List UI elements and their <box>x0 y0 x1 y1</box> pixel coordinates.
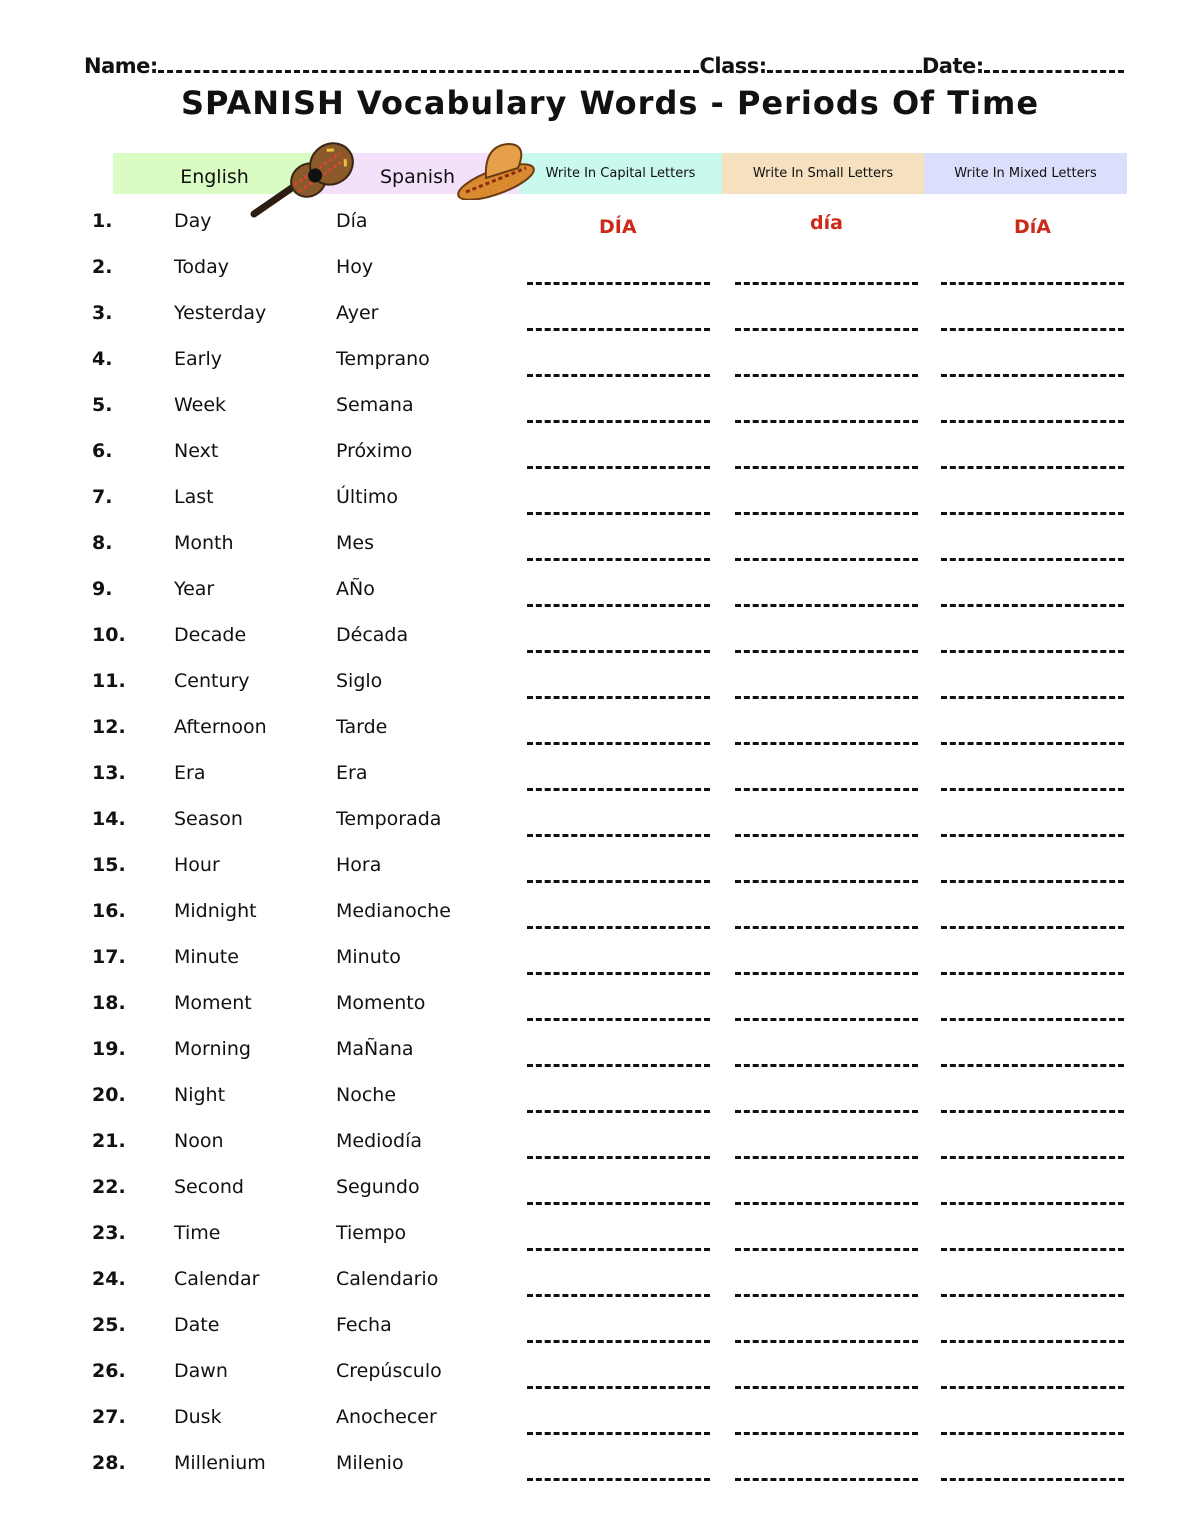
spanish-word: Hora <box>336 854 382 876</box>
small-blank[interactable] <box>735 512 918 515</box>
item-number: 28. <box>92 1452 126 1474</box>
list-item <box>0 486 1187 526</box>
item-number: 18. <box>92 992 126 1014</box>
list-item <box>0 578 1187 618</box>
student-info-line <box>84 46 1124 78</box>
spanish-word: Temprano <box>336 348 430 370</box>
mixed-blank[interactable] <box>941 558 1124 561</box>
spanish-word: Mes <box>336 532 374 554</box>
spanish-word: Hoy <box>336 256 374 278</box>
list-item <box>0 1268 1187 1308</box>
mixed-blank[interactable] <box>941 328 1124 331</box>
list-item <box>0 532 1187 572</box>
small-blank[interactable] <box>735 282 918 285</box>
list-item <box>0 900 1187 940</box>
english-word: Millenium <box>174 1452 266 1474</box>
english-word: Date <box>174 1314 220 1336</box>
mixed-blank[interactable] <box>941 1478 1124 1481</box>
english-word: Afternoon <box>174 716 267 738</box>
english-word: Dusk <box>174 1406 222 1428</box>
item-number: 3. <box>92 302 113 324</box>
capital-blank[interactable] <box>527 1248 710 1251</box>
spanish-word: Década <box>336 624 409 646</box>
english-word: Year <box>174 578 215 600</box>
mixed-blank[interactable] <box>941 1202 1124 1205</box>
capital-blank[interactable] <box>527 420 710 423</box>
english-word: Yesterday <box>174 302 267 324</box>
item-number: 2. <box>92 256 113 278</box>
list-item <box>0 302 1187 342</box>
example-capital: DÍA <box>599 216 637 238</box>
list-item <box>0 624 1187 664</box>
item-number: 19. <box>92 1038 126 1060</box>
date-label: Date: <box>921 54 984 78</box>
list-item <box>0 1176 1187 1216</box>
mixed-blank[interactable] <box>941 512 1124 515</box>
small-blank[interactable] <box>735 788 918 791</box>
english-word: Calendar <box>174 1268 260 1290</box>
spanish-word: Calendario <box>336 1268 439 1290</box>
capital-blank[interactable] <box>527 742 710 745</box>
spanish-word: Próximo <box>336 440 413 462</box>
item-number: 25. <box>92 1314 126 1336</box>
column-header-english: English <box>113 153 316 194</box>
english-word: Week <box>174 394 227 416</box>
small-blank[interactable] <box>735 834 918 837</box>
item-number: 27. <box>92 1406 126 1428</box>
capital-blank[interactable] <box>527 328 710 331</box>
page-title: SPANISH Vocabulary Words - Periods Of Time <box>180 84 1040 122</box>
item-number: 20. <box>92 1084 126 1106</box>
item-number: 26. <box>92 1360 126 1382</box>
english-word: Next <box>174 440 219 462</box>
small-blank[interactable] <box>735 880 918 883</box>
mixed-blank[interactable] <box>941 1386 1124 1389</box>
name-label: Name: <box>84 54 158 78</box>
small-blank[interactable] <box>735 1202 918 1205</box>
class-field[interactable] <box>767 70 922 73</box>
english-word: Early <box>174 348 222 370</box>
date-field[interactable] <box>984 70 1124 73</box>
item-number: 22. <box>92 1176 126 1198</box>
small-blank[interactable] <box>735 1018 918 1021</box>
capital-blank[interactable] <box>527 512 710 515</box>
capital-blank[interactable] <box>527 1156 710 1159</box>
item-number: 14. <box>92 808 126 830</box>
list-item <box>0 1130 1187 1170</box>
item-number: 8. <box>92 532 113 554</box>
capital-blank[interactable] <box>527 696 710 699</box>
spanish-word: Temporada <box>336 808 442 830</box>
spanish-word: Fecha <box>336 1314 392 1336</box>
mixed-blank[interactable] <box>941 1110 1124 1113</box>
column-header-small: Write In Small Letters <box>722 153 924 194</box>
list-item <box>0 1314 1187 1354</box>
mixed-blank[interactable] <box>941 1018 1124 1021</box>
small-blank[interactable] <box>735 926 918 929</box>
item-number: 11. <box>92 670 126 692</box>
item-number: 16. <box>92 900 126 922</box>
list-item <box>0 440 1187 480</box>
list-item <box>0 348 1187 388</box>
spanish-word: Crepúsculo <box>336 1360 442 1382</box>
english-word: Second <box>174 1176 244 1198</box>
capital-blank[interactable] <box>527 466 710 469</box>
spanish-word: Medianoche <box>336 900 451 922</box>
small-blank[interactable] <box>735 1248 918 1251</box>
spanish-word: AÑo <box>336 578 375 600</box>
list-item <box>0 1406 1187 1446</box>
small-blank[interactable] <box>735 1064 918 1067</box>
mixed-blank[interactable] <box>941 788 1124 791</box>
english-word: Time <box>174 1222 221 1244</box>
item-number: 24. <box>92 1268 126 1290</box>
column-header-spanish: Spanish <box>316 153 519 194</box>
small-blank[interactable] <box>735 558 918 561</box>
mixed-blank[interactable] <box>941 880 1124 883</box>
small-blank[interactable] <box>735 420 918 423</box>
spanish-word: Milenio <box>336 1452 404 1474</box>
capital-blank[interactable] <box>527 1110 710 1113</box>
item-number: 10. <box>92 624 126 646</box>
small-blank[interactable] <box>735 1294 918 1297</box>
english-word: Dawn <box>174 1360 228 1382</box>
item-number: 15. <box>92 854 126 876</box>
capital-blank[interactable] <box>527 1432 710 1435</box>
list-item <box>0 256 1187 296</box>
spanish-word: Día <box>336 210 368 232</box>
spanish-word: Tiempo <box>336 1222 407 1244</box>
capital-blank[interactable] <box>527 926 710 929</box>
list-item <box>0 1452 1187 1492</box>
english-word: Decade <box>174 624 247 646</box>
spanish-word: Anochecer <box>336 1406 437 1428</box>
example-mixed: DíA <box>1014 216 1051 238</box>
list-item <box>0 992 1187 1032</box>
english-word: Day <box>174 210 212 232</box>
small-blank[interactable] <box>735 374 918 377</box>
list-item <box>0 1360 1187 1400</box>
capital-blank[interactable] <box>527 282 710 285</box>
spanish-word: Último <box>336 486 399 508</box>
small-blank[interactable] <box>735 466 918 469</box>
list-item <box>0 762 1187 802</box>
capital-blank[interactable] <box>527 1340 710 1343</box>
item-number: 13. <box>92 762 126 784</box>
english-word: Night <box>174 1084 226 1106</box>
capital-blank[interactable] <box>527 972 710 975</box>
small-blank[interactable] <box>735 328 918 331</box>
list-item <box>0 394 1187 434</box>
small-blank[interactable] <box>735 742 918 745</box>
mixed-blank[interactable] <box>941 374 1124 377</box>
list-item <box>0 946 1187 986</box>
capital-blank[interactable] <box>527 374 710 377</box>
item-number: 6. <box>92 440 113 462</box>
english-word: Today <box>174 256 229 278</box>
mixed-blank[interactable] <box>941 282 1124 285</box>
class-label: Class: <box>699 54 767 78</box>
item-number: 7. <box>92 486 113 508</box>
spanish-word: Segundo <box>336 1176 420 1198</box>
spanish-word: Momento <box>336 992 426 1014</box>
spanish-word: Minuto <box>336 946 401 968</box>
small-blank[interactable] <box>735 1156 918 1159</box>
small-blank[interactable] <box>735 650 918 653</box>
mixed-blank[interactable] <box>941 650 1124 653</box>
spanish-word: Noche <box>336 1084 397 1106</box>
small-blank[interactable] <box>735 1386 918 1389</box>
capital-blank[interactable] <box>527 788 710 791</box>
english-word: Midnight <box>174 900 257 922</box>
mixed-blank[interactable] <box>941 604 1124 607</box>
spanish-word: MaÑana <box>336 1038 414 1060</box>
capital-blank[interactable] <box>527 650 710 653</box>
spanish-word: Siglo <box>336 670 383 692</box>
mixed-blank[interactable] <box>941 466 1124 469</box>
spanish-word: Semana <box>336 394 414 416</box>
small-blank[interactable] <box>735 696 918 699</box>
mixed-blank[interactable] <box>941 1064 1124 1067</box>
list-item <box>0 1084 1187 1124</box>
spanish-word: Mediodía <box>336 1130 423 1152</box>
column-header-capital: Write In Capital Letters <box>519 153 722 194</box>
english-word: Month <box>174 532 234 554</box>
english-word: Hour <box>174 854 220 876</box>
column-header-mixed: Write In Mixed Letters <box>924 153 1127 194</box>
spanish-word: Tarde <box>336 716 388 738</box>
mixed-blank[interactable] <box>941 926 1124 929</box>
mixed-blank[interactable] <box>941 1340 1124 1343</box>
capital-blank[interactable] <box>527 604 710 607</box>
capital-blank[interactable] <box>527 880 710 883</box>
sombrero-icon <box>456 138 542 200</box>
list-item <box>0 716 1187 756</box>
list-item <box>0 854 1187 894</box>
list-item <box>0 1038 1187 1078</box>
capital-blank[interactable] <box>527 1018 710 1021</box>
english-word: Minute <box>174 946 239 968</box>
spanish-word: Ayer <box>336 302 379 324</box>
mixed-blank[interactable] <box>941 1156 1124 1159</box>
capital-blank[interactable] <box>527 558 710 561</box>
item-number: 17. <box>92 946 126 968</box>
mixed-blank[interactable] <box>941 972 1124 975</box>
item-number: 1. <box>92 210 113 232</box>
list-item <box>0 210 1187 250</box>
item-number: 4. <box>92 348 113 370</box>
list-item <box>0 808 1187 848</box>
mixed-blank[interactable] <box>941 420 1124 423</box>
item-number: 23. <box>92 1222 126 1244</box>
small-blank[interactable] <box>735 972 918 975</box>
mixed-blank[interactable] <box>941 742 1124 745</box>
mixed-blank[interactable] <box>941 1248 1124 1251</box>
capital-blank[interactable] <box>527 1294 710 1297</box>
spanish-word: Era <box>336 762 368 784</box>
list-item <box>0 670 1187 710</box>
item-number: 12. <box>92 716 126 738</box>
capital-blank[interactable] <box>527 1478 710 1481</box>
mixed-blank[interactable] <box>941 1432 1124 1435</box>
guitar-icon <box>248 138 358 220</box>
item-number: 9. <box>92 578 113 600</box>
list-item <box>0 1222 1187 1262</box>
english-word: Season <box>174 808 243 830</box>
mixed-blank[interactable] <box>941 1294 1124 1297</box>
mixed-blank[interactable] <box>941 696 1124 699</box>
small-blank[interactable] <box>735 1432 918 1435</box>
name-field[interactable] <box>158 70 700 73</box>
small-blank[interactable] <box>735 1340 918 1343</box>
english-word: Morning <box>174 1038 251 1060</box>
mixed-blank[interactable] <box>941 834 1124 837</box>
english-word: Century <box>174 670 250 692</box>
english-word: Noon <box>174 1130 224 1152</box>
capital-blank[interactable] <box>527 1386 710 1389</box>
small-blank[interactable] <box>735 604 918 607</box>
small-blank[interactable] <box>735 1478 918 1481</box>
item-number: 5. <box>92 394 113 416</box>
capital-blank[interactable] <box>527 1202 710 1205</box>
capital-blank[interactable] <box>527 834 710 837</box>
capital-blank[interactable] <box>527 1064 710 1067</box>
example-small: día <box>810 212 843 234</box>
english-word: Era <box>174 762 206 784</box>
english-word: Moment <box>174 992 252 1014</box>
item-number: 21. <box>92 1130 126 1152</box>
small-blank[interactable] <box>735 1110 918 1113</box>
english-word: Last <box>174 486 214 508</box>
